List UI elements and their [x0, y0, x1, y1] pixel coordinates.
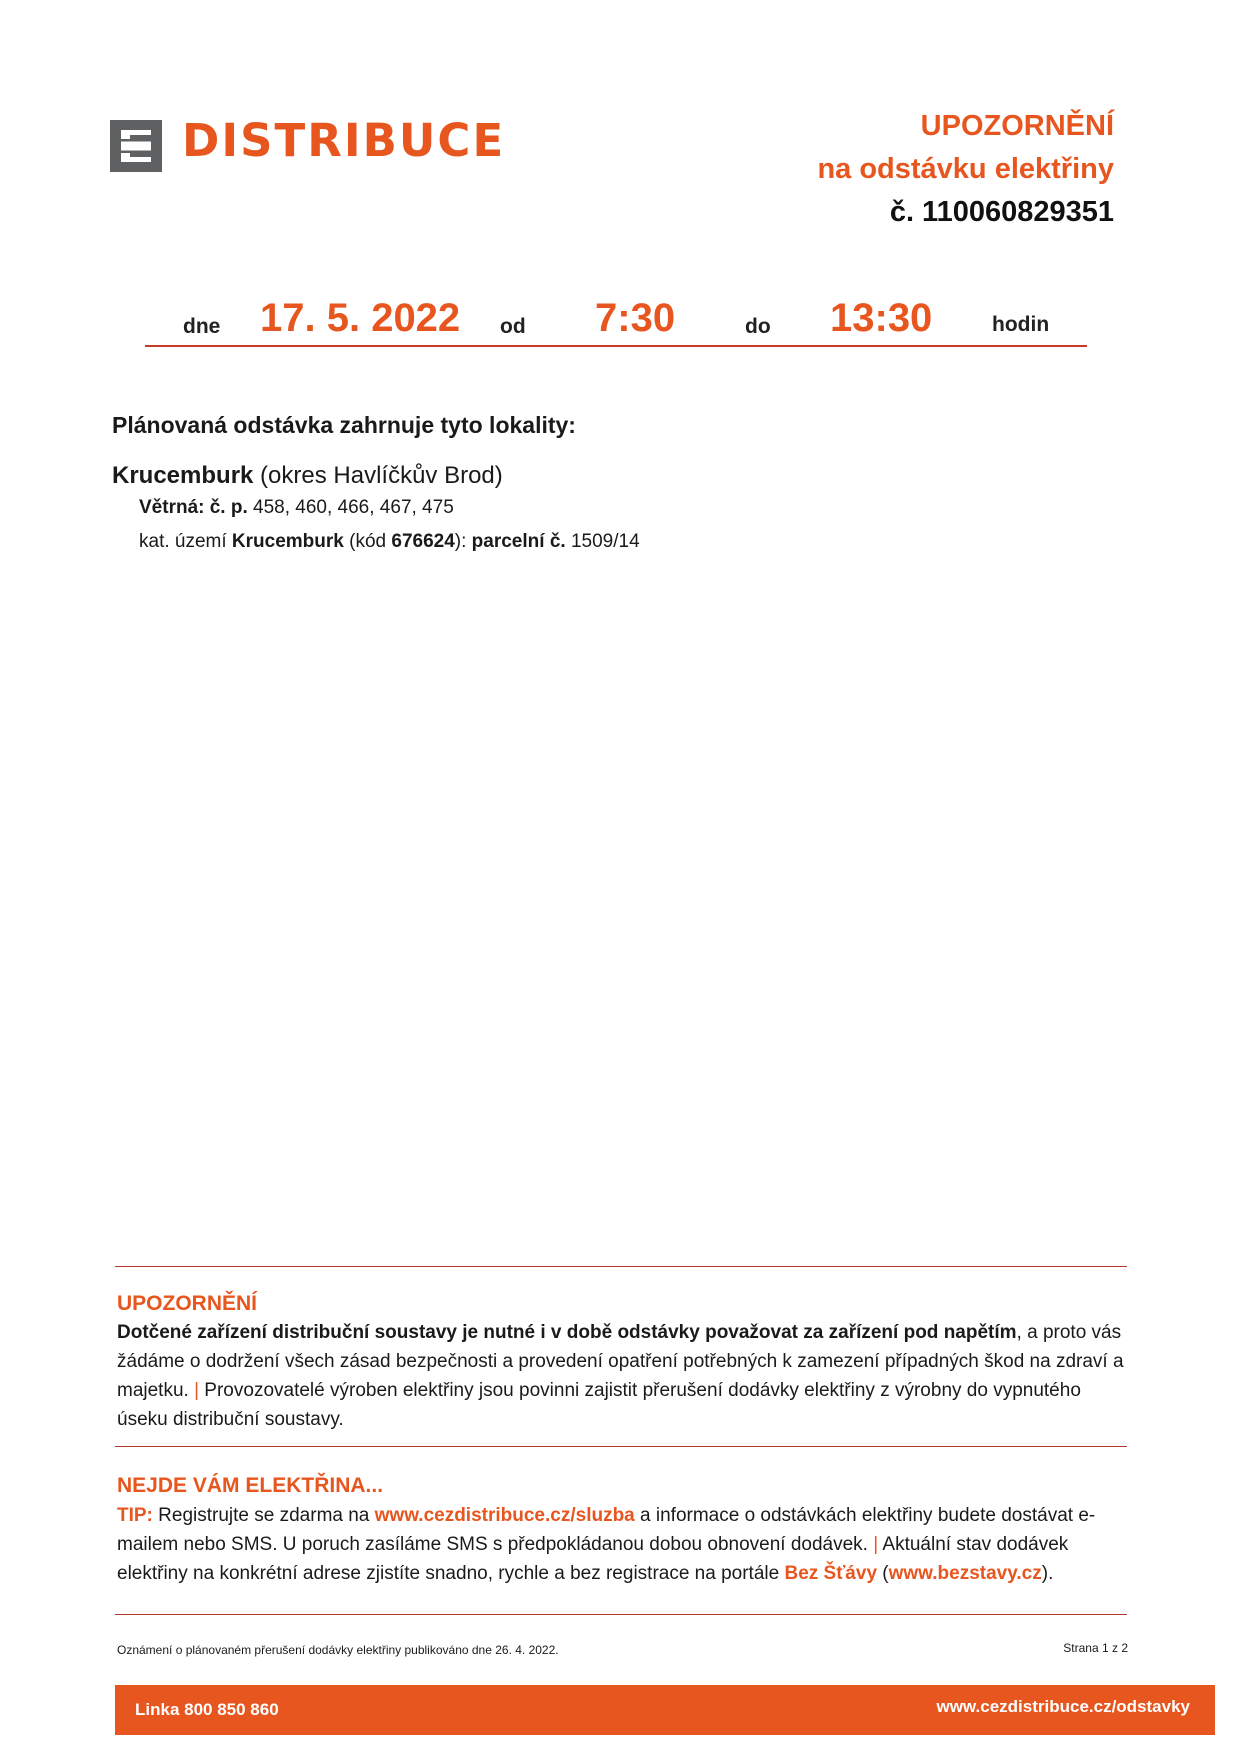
logo-text: DISTRIBUCE: [182, 114, 506, 167]
warning-title: UPOZORNĚNÍ: [117, 1292, 258, 1315]
footer-url-link[interactable]: www.cezdistribuce.cz/odstavky: [936, 1697, 1190, 1716]
from-label: od: [500, 315, 526, 338]
location-street: Větrná: č. p. 458, 460, 466, 467, 475: [139, 497, 454, 518]
date-row-divider: [145, 345, 1087, 347]
location-cadastral: kat. území Krucemburk (kód 676624): parcelní č. 1509/14: [139, 531, 640, 552]
outage-time-from: 7:30: [595, 296, 676, 340]
tip-text: TIP: Registrujte se zdarma na www.cezdistribuce.cz/sluzba a informace o odstávkách elektřiny budete dostávat e-mailem nebo SMS. U poruch zasíláme SMS s předpokládanou dobou obnovení dodávek. | Aktuální stav dodávek elektřiny na konkrétní adrese zjistíte snadno, rychle a bez registrace na portále Bez Šťávy (www.bezstavy.cz).: [117, 1505, 1096, 1584]
notice-number: č. 110060829351: [889, 196, 1114, 228]
to-label: do: [745, 315, 771, 338]
date-label: dne: [183, 315, 221, 338]
outage-time-to: 13:30: [830, 296, 933, 340]
tip-title: NEJDE VÁM ELEKTŘINA...: [117, 1474, 384, 1497]
registration-link[interactable]: www.cezdistribuce.cz/sluzba: [374, 1505, 635, 1526]
location-city: Krucemburk (okres Havlíčkův Brod): [112, 462, 503, 489]
hours-label: hodin: [992, 313, 1050, 336]
bezstavy-link[interactable]: www.bezstavy.cz: [888, 1563, 1042, 1584]
locations-heading: Plánovaná odstávka zahrnuje tyto lokality:: [112, 412, 576, 438]
cez-logo-icon: [110, 120, 162, 172]
footer-phone: Linka 800 850 860: [135, 1700, 279, 1719]
section-divider: [115, 1446, 1127, 1447]
section-divider: [115, 1266, 1127, 1267]
notice-title: UPOZORNĚNÍ: [920, 110, 1114, 142]
warning-text: Dotčené zařízení distribuční soustavy je nutné i v době odstávky považovat za zařízení pod napětím, a proto vás žádáme o dodržení všech zásad bezpečnosti a provedení opatření potřebných k zamezení případných škod na zdraví a majetku. | Provozovatelé výroben elektřiny jsou povinni zajistit přerušení dodávky elektřiny z výrobny do vypnutého úseku distribuční soustavy.: [117, 1322, 1124, 1430]
publication-note: Oznámení o plánovaném přerušení dodávky elektřiny publikováno dne 26. 4. 2022.: [117, 1643, 559, 1657]
footer-bar: [115, 1685, 1215, 1735]
notice-subtitle: na odstávku elektřiny: [817, 153, 1114, 185]
outage-date: 17. 5. 2022: [260, 296, 461, 340]
section-divider: [115, 1614, 1127, 1615]
page-number: Strana 1 z 2: [1063, 1641, 1128, 1655]
